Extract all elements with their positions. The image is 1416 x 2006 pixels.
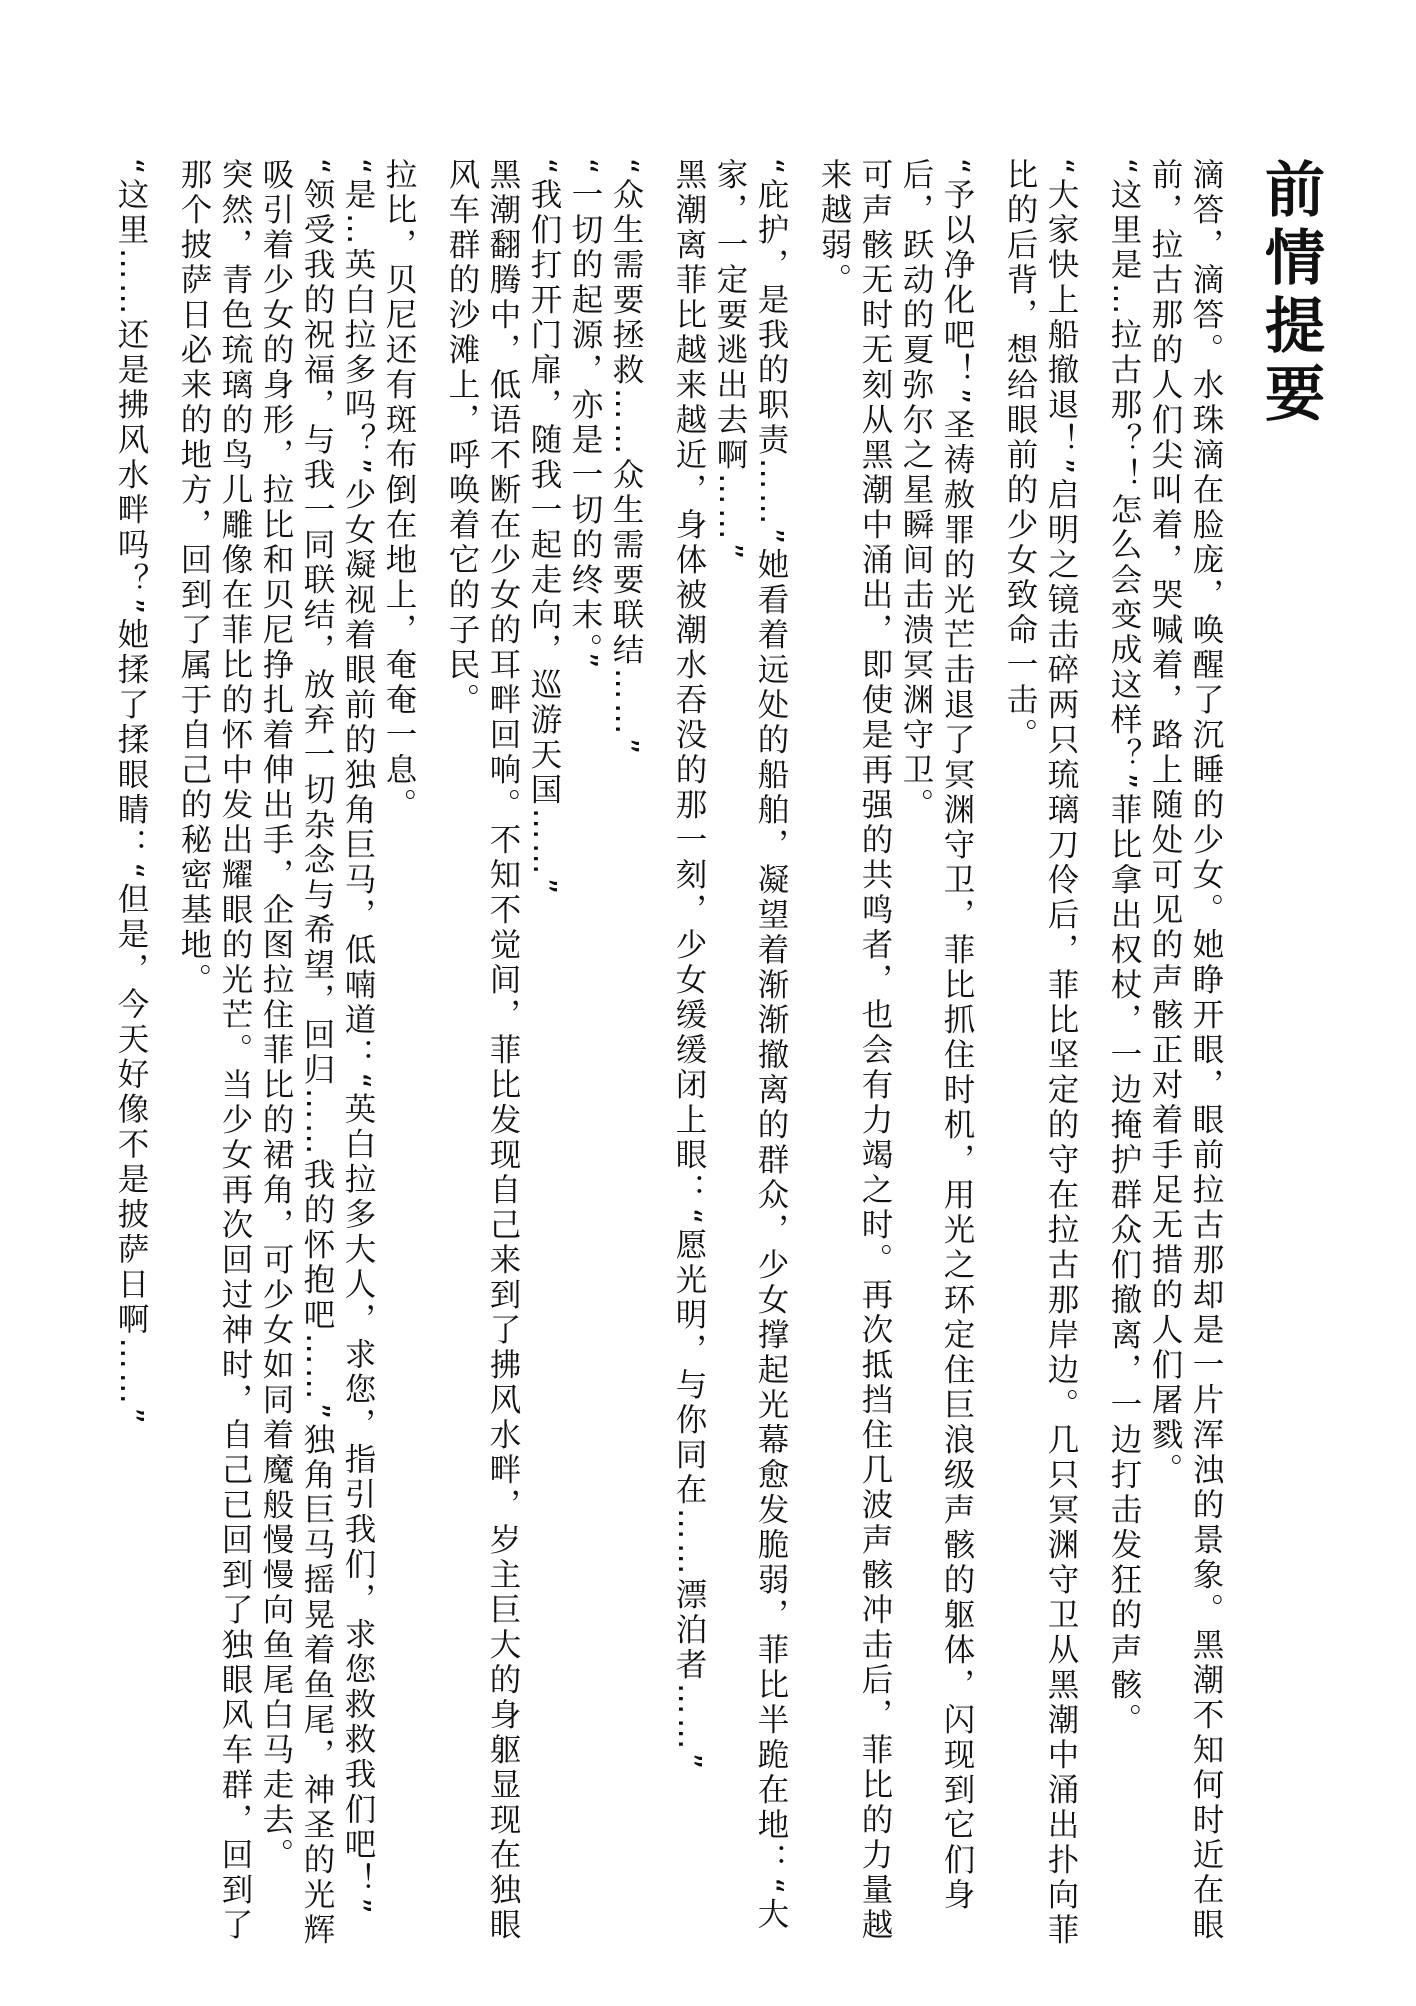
paragraph: “领受我的祝福，与我一同联结，放弃一切杂念与希望，回归……我的怀抱吧……”独角巨马摇晃着鱼尾，神圣的光辉吸引着少女的身形，拉比和贝尼挣扎着伸出手，企图拉住菲比的裙角，可少女如同着魔般慢慢向鱼尾白马走去。: [258, 158, 335, 1948]
paragraph: “这里……还是拂风水畔吗？”她揉了揉眼睛：“但是，今天好像不是披萨日啊……”: [113, 158, 149, 1428]
paragraph: “庇护，是我的职责……”她看着远处的船舶，凝望着渐渐撤离的群众，少女撑起光幕愈发脆弱，菲比半跪在地：“大家，一定要逃出去啊……”: [712, 158, 789, 1933]
paragraph: “这里是…拉古那？！怎么会变成这样？”菲比拿出权杖，一边掩护群众们撤离，一边打击发狂的声骸。: [1106, 158, 1142, 1738]
paragraph: “予以净化吧！”圣祷赦罪的光芒击退了冥渊守卫，菲比抓住时机，用光之环定住巨浪级声骸的躯体，闪现到它们身后，跃动的夏弥尔之星瞬间击溃冥渊守卫。: [898, 158, 975, 1913]
paragraph: “一切的起源，亦是一切的终末。”: [567, 158, 603, 672]
paragraph: 黑潮翻腾中，低语不断在少女的耳畔回响。不知不觉间，菲比发现自己来到了拂风水畔，岁主巨大的身躯显现在独眼风车群的沙滩上，呼唤着它的子民。: [444, 158, 521, 1943]
synopsis-body: [91, 158, 1226, 1958]
paragraph: “是…英白拉多吗？”少女凝视着眼前的独角巨马，低喃道：“英白拉多大人，求您，指引我们，求您救救我们吧！”: [340, 158, 376, 1918]
paragraph: 滴答，滴答。水珠滴在脸庞，唤醒了沉睡的少女。她睁开眼，眼前拉古那却是一片浑浊的景象。黑潮不知何时近在眼前，拉古那的人们尖叫着，哭喊着，路上随处可见的声骸正对着手足无措的人们屠戮。: [1147, 158, 1224, 1943]
paragraph: “我们打开门扉，随我一起走向，巡游天国……”: [526, 158, 562, 898]
paragraph: “大家快上船撤退！”启明之镜击碎两只琉璃刀伶后，菲比坚定的守在拉古那岸边。几只冥渊守卫从黑潮中涌出扑向菲比的后背，想给眼前的少女致命一击。: [1002, 158, 1079, 1948]
paragraph: 可声骸无时无刻从黑潮中涌出，即使是再强的共鸣者，也会有力竭之时。再次抵挡住几波声骸冲击后，菲比的力量越来越弱。: [816, 158, 893, 1943]
paragraph: 拉比，贝尼还有斑布倒在地上，奄奄一息。: [381, 158, 417, 823]
paragraph: 突然，青色琉璃的鸟儿雕像在菲比的怀中发出耀眼的光芒。当少女再次回过神时，自己已回到了独眼风车群，回到了那个披萨日必来的地方，回到了属于自己的秘密基地。: [176, 158, 253, 1943]
page-title: 前情提要: [1255, 158, 1325, 430]
paragraph: 黑潮离菲比越来越近，身体被潮水吞没的那一刻，少女缓缓闭上眼：“愿光明，与你同在……漂泊者……”: [671, 158, 707, 1773]
paragraph: “众生需要拯救……众生需要联结……”: [608, 158, 644, 758]
